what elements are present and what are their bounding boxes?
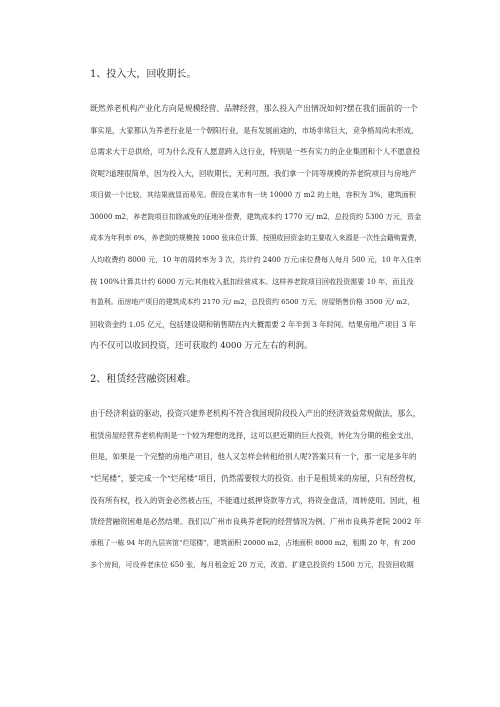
spacer <box>90 357 422 367</box>
paragraph-line: 但是，如果是一个完整的房地产项目，他人又怎样会转租给别人呢?答案只有一个，那一定是多年的 <box>90 452 417 462</box>
spacer <box>90 88 422 98</box>
paragraph-line: 项目做一个比较，其结果就显而易见。假设在某市有一块 10000 万 m2 的土地，容积为 3%，建筑面积 <box>90 190 416 200</box>
paragraph-line: “烂尾楼”，要完成一个“烂尾楼”项目，仍然需要较大的投资。由于是租赁来的房屋，只有经营权， <box>90 473 421 483</box>
paragraph-line: 事实是，大家都认为养老行业是一个朝阳行业，是有发展前途的，市场非常巨大，竞争格局尚未形成， <box>90 125 419 135</box>
paragraph-line: 由于经济利益的驱动，投资兴建养老机构不符合我国现阶段投入产出的经济效益常规做法，那么， <box>90 409 421 419</box>
paragraph-line: 按 100%计算共计约 6000 万元;其他收入抵扣经营成本。这样养老院项目回收投资需要 10 年，而且没 <box>90 276 414 286</box>
paragraph-line: 成本为年利率 6%，养老院的规模按 1000 张床位计算，按照收回资金的主要收入来源是一次性会籍购置费， <box>90 233 422 242</box>
paragraph-line: 多个房间，可设养老床位 650 张，每月租金近 20 万元，改造、扩建总投资约 1500 万元，投资回收期 <box>90 560 414 570</box>
spacer <box>90 393 422 403</box>
paragraph-line: 赁经营融资困难是必然结果。我们以广州市良典养老院的经营情况为例。广州市良典养老院 2002 年 <box>90 517 422 527</box>
paragraph-line: 内不仅可以收回投资，还可获取约 4000 万元左右的利润。 <box>90 340 313 351</box>
paragraph-line: 承租了一栋 94 年的九层宾馆“烂尾楼”，建筑面积 20000 m2，占地面积 8000 m2，租期 20 年，有 200 <box>90 538 416 547</box>
section-heading-2: 2、租赁经营融资困难。 <box>90 374 197 386</box>
paragraph-line: 30000 m2，养老院项目扣除减免的征地补偿费，建筑成本约 1770 元/ m2，总投资约 5300 万元，资金 <box>90 211 422 221</box>
section-heading-1: 1、投入大，回收期长。 <box>90 69 197 80</box>
paragraph-investment <box>90 98 422 357</box>
paragraph-leasing <box>90 403 422 576</box>
paragraph-line: 既然养老机构产业化方向是规模经营、品牌经营，那么投入产出情况如何?摆在我们面前的一个 <box>90 104 418 113</box>
paragraph-line: 总需求大于总供给，可为什么没有人愿意跨入这行业，特别是一些有实力的企业集团和个人不愿意投 <box>90 147 420 157</box>
paragraph-line: 没有所有权，投入的资金必然被占压，不能通过抵押贷款等方式，将资金盘活，周转使用。因此，租 <box>90 495 420 505</box>
paragraph-line: 人均收费约 8000 元，10 年的周转率为 3 次，共计约 2400 万元;床位费每人每月 500 元，10 年入住率 <box>90 255 422 265</box>
paragraph-line: 租赁房屋经营养老机构则是一个较为理想的选择，这可以把近期的巨大投资，转化为分期的租金支出， <box>90 430 419 440</box>
paragraph-line: 资呢?道理很简单，因为投入大，回收期长，无利可图。我们拿一个同等规模的养老院项目与房地产 <box>90 168 417 178</box>
document-body <box>90 62 422 576</box>
paragraph-line: 回收资金约 1.05 亿元，包括建设期和销售期在内大概需要 2 年半到 3 年时间。结果房地产项目 3 年 <box>90 319 417 329</box>
paragraph-line: 有盈利。而房地产项目的建筑成本约 2170 元/ m2，总投资约 6500 万元，房屋销售价格 3500 元/ m2， <box>90 298 414 307</box>
